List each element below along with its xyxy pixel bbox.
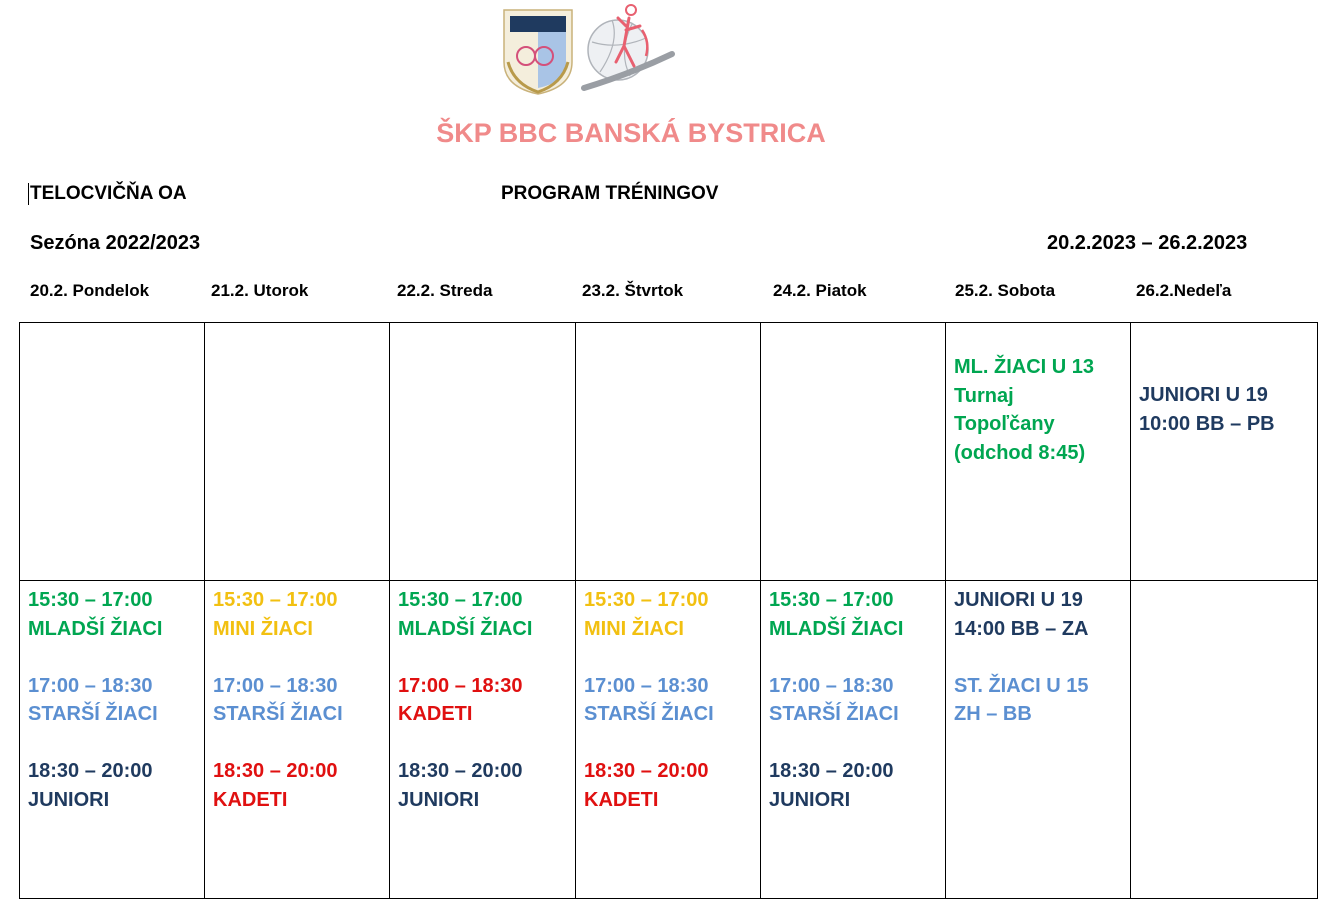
cell-fri-1: [761, 323, 946, 581]
table-row: [20, 323, 1318, 581]
tournament-label: Turnaj: [954, 384, 1014, 407]
slot-time: 15:30 – 17:00: [398, 589, 523, 611]
day-header-sun: 26.2.Nedeľa: [1136, 281, 1232, 300]
tournament-place: Topoľčany: [954, 413, 1055, 435]
slot-time: 15:30 – 17:00: [769, 589, 894, 611]
slot-group: JUNIORI: [398, 788, 480, 811]
cell-sun-1: [1131, 323, 1318, 581]
slot-group: STARŠÍ ŽIACI: [769, 703, 899, 725]
slot-time: 18:30 – 20:00: [213, 760, 338, 782]
slot-time: 15:30 – 17:00: [213, 589, 338, 611]
slot-group: STARŠÍ ŽIACI: [213, 703, 343, 725]
slot-time: 17:00 – 18:30: [213, 674, 338, 697]
cell-tue-1: [205, 323, 390, 581]
day-header-thu: 23.2. Štvrtok: [582, 281, 684, 300]
slot-time: 17:00 – 18:30: [398, 674, 523, 697]
slot-group: KADETI: [584, 788, 659, 811]
slot-time: 15:30 – 17:00: [584, 589, 709, 611]
slot-time: 18:30 – 20:00: [769, 760, 894, 782]
tournament-group: ML. ŽIACI U 13: [954, 356, 1095, 378]
slot-group: KADETI: [213, 788, 288, 811]
slot-group: KADETI: [398, 703, 473, 725]
cell-sat-1: [946, 323, 1131, 581]
cell-wed-1: [390, 323, 576, 581]
slot-group: STARŠÍ ŽIACI: [584, 703, 714, 725]
match-info: 14:00 BB – ZA: [954, 617, 1089, 640]
page-title: ŠKP BBC BANSKÁ BYSTRICA: [436, 118, 826, 148]
day-header-fri: 24.2. Piatok: [773, 281, 867, 300]
club-seal-logo: [504, 10, 572, 94]
program-label: PROGRAM TRÉNINGOV: [501, 183, 719, 204]
cell-mon-2: [20, 581, 205, 899]
table-row: [20, 581, 1318, 899]
season-label: Sezóna 2022/2023: [30, 232, 201, 254]
tournament-departure: (odchod 8:45): [954, 441, 1086, 464]
slot-time: 17:00 – 18:30: [28, 674, 153, 697]
slot-group: MLADŠÍ ŽIACI: [398, 617, 533, 640]
venue-label: TELOCVIČŇA OA: [30, 183, 187, 204]
match-group: ST. ŽIACI U 15: [954, 674, 1089, 697]
cell-mon-1: [20, 323, 205, 581]
cell-thu-1: [576, 323, 761, 581]
day-header-sat: 25.2. Sobota: [955, 281, 1056, 300]
slot-group: STARŠÍ ŽIACI: [28, 703, 158, 725]
slot-time: 18:30 – 20:00: [28, 760, 153, 782]
cell-tue-2: [205, 581, 390, 899]
slot-group: JUNIORI: [769, 788, 851, 811]
slot-time: 18:30 – 20:00: [584, 760, 709, 782]
cell-fri-2: [761, 581, 946, 899]
basketball-player-logo: [584, 5, 672, 88]
match-info: 10:00 BB – PB: [1139, 412, 1275, 435]
cell-wed-2: [390, 581, 576, 899]
cell-sun-2: [1131, 581, 1318, 899]
slot-group: MLADŠÍ ŽIACI: [28, 617, 163, 640]
slot-group: MINI ŽIACI: [213, 617, 313, 640]
slot-time: 17:00 – 18:30: [584, 674, 709, 697]
day-header-wed: 22.2. Streda: [397, 281, 493, 300]
logos: [500, 2, 680, 97]
date-range: 20.2.2023 – 26.2.2023: [1047, 232, 1248, 254]
cell-sat-2: [946, 581, 1131, 899]
cell-thu-2: [576, 581, 761, 899]
slot-time: 15:30 – 17:00: [28, 589, 153, 611]
slot-group: MLADŠÍ ŽIACI: [769, 617, 904, 640]
day-header-tue: 21.2. Utorok: [211, 281, 309, 300]
slot-time: 18:30 – 20:00: [398, 760, 523, 782]
match-group: JUNIORI U 19: [1139, 384, 1268, 406]
schedule-table: [19, 322, 1318, 899]
slot-group: JUNIORI: [28, 788, 110, 811]
slot-time: 17:00 – 18:30: [769, 674, 894, 697]
slot-group: MINI ŽIACI: [584, 617, 684, 640]
match-group: JUNIORI U 19: [954, 589, 1083, 611]
day-header-mon: 20.2. Pondelok: [30, 281, 150, 300]
match-info: ZH – BB: [954, 703, 1032, 725]
text-cursor: [28, 183, 29, 205]
